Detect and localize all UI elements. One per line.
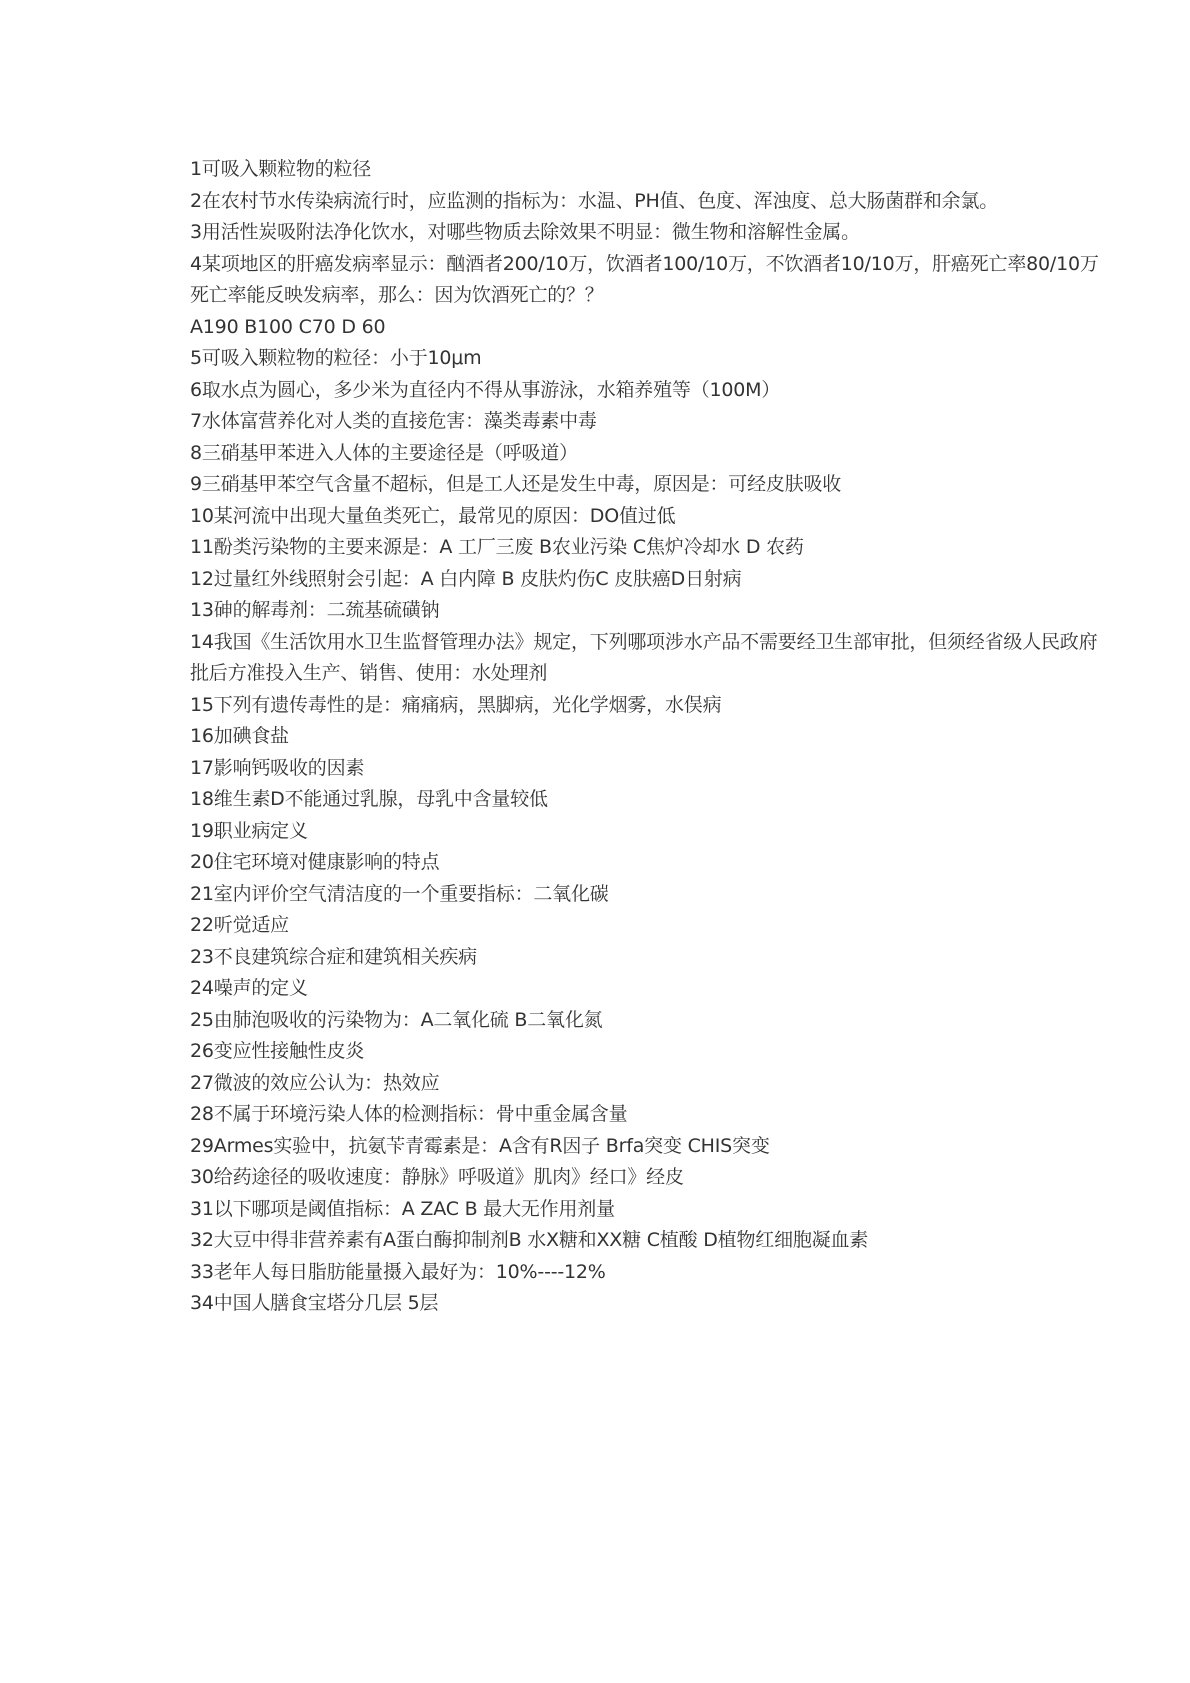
text-line: 19职业病定义 [190, 819, 308, 842]
text-line: 9三硝基甲苯空气含量不超标，但是工人还是发生中毒，原因是：可经皮肤吸收 [190, 473, 842, 495]
text-line: 14我国《生活饮用水卫生监督管理办法》规定，下列哪项涉水产品不需要经卫生部审批，但须经省级人民政府 [190, 630, 1098, 653]
text-line: 15下列有遗传毒性的是：痛痛病，黑脚病，光化学烟雾，水俣病 [190, 693, 722, 716]
text-line: 3用活性炭吸附法净化饮水，对哪些物质去除效果不明显：微生物和溶解性金属。 [190, 221, 860, 243]
text-line: 31以下哪项是阈值指标：A ZAC B 最大无作用剂量 [190, 1197, 615, 1220]
text-line: 21室内评价空气清洁度的一个重要指标：二氧化碳 [190, 882, 609, 905]
text-line: 18维生素D不能通过乳腺，母乳中含量较低 [190, 788, 548, 810]
text-line: 22听觉适应 [190, 914, 289, 936]
text-line: 20住宅环境对健康影响的特点 [190, 851, 440, 873]
text-line: 26变应性接触性皮炎 [190, 1040, 365, 1062]
text-line: 13砷的解毒剂：二巯基硫磺钠 [190, 599, 440, 621]
text-line: 30给药途径的吸收速度：静脉》呼吸道》肌肉》经口》经皮 [190, 1166, 684, 1188]
text-line: 8三硝基甲苯进入人体的主要途径是（呼吸道） [190, 441, 578, 464]
text-line: 12过量红外线照射会引起：A 白内障 B 皮肤灼伤C 皮肤癌D日射病 [190, 567, 742, 590]
text-line: 16加碘食盐 [190, 725, 289, 747]
text-line: 34中国人膳食宝塔分几层 5层 [190, 1292, 439, 1314]
text-line: 24噪声的定义 [190, 977, 308, 999]
text-line: 10某河流中出现大量鱼类死亡，最常见的原因：DO值过低 [190, 504, 676, 527]
text-line: 25由肺泡吸收的污染物为：A二氧化硫 B二氧化氮 [190, 1008, 603, 1031]
text-line: 28不属于环境污染人体的检测指标：骨中重金属含量 [190, 1103, 628, 1125]
text-line: 23不良建筑综合症和建筑相关疾病 [190, 945, 477, 968]
text-line: 7水体富营养化对人类的直接危害：藻类毒素中毒 [190, 410, 597, 432]
text-line: 32大豆中得非营养素有A蛋白酶抑制剂B 水X糖和XX糖 C植酸 D植物红细胞凝血素 [190, 1229, 869, 1251]
text-line: 死亡率能反映发病率，那么：因为饮酒死亡的？？ [190, 284, 604, 306]
text-line: 29Armes实验中，抗氨苄青霉素是：A含有R因子 Brfa突变 CHIS突变 [190, 1134, 770, 1157]
text-line: 11酚类污染物的主要来源是：A 工厂三废 B农业污染 C焦炉冷却水 D 农药 [190, 536, 804, 558]
text-line: 5可吸入颗粒物的粒径：小于10μm [190, 347, 482, 369]
text-line: 批后方准投入生产、销售、使用：水处理剂 [190, 662, 548, 684]
text-line: 6取水点为圆心，多少米为直径内不得从事游泳，水箱养殖等（100M） [190, 378, 781, 401]
text-line: A190 B100 C70 D 60 [190, 315, 386, 338]
text-line: 4某项地区的肝癌发病率显示：酗酒者200/10万，饮酒者100/10万，不饮酒者10/10万，肝癌死亡率80/10万 [190, 252, 1099, 275]
text-line: 1可吸入颗粒物的粒径 [190, 158, 372, 180]
text-line: 17影响钙吸收的因素 [190, 756, 365, 779]
text-line: 27微波的效应公认为：热效应 [190, 1071, 440, 1094]
document-body [190, 154, 1190, 1320]
text-line: 2在农村节水传染病流行时，应监测的指标为：水温、PH值、色度、浑浊度、总大肠菌群和余氯。 [190, 189, 999, 212]
text-line: 33老年人每日脂肪能量摄入最好为：10%----12% [190, 1260, 606, 1283]
